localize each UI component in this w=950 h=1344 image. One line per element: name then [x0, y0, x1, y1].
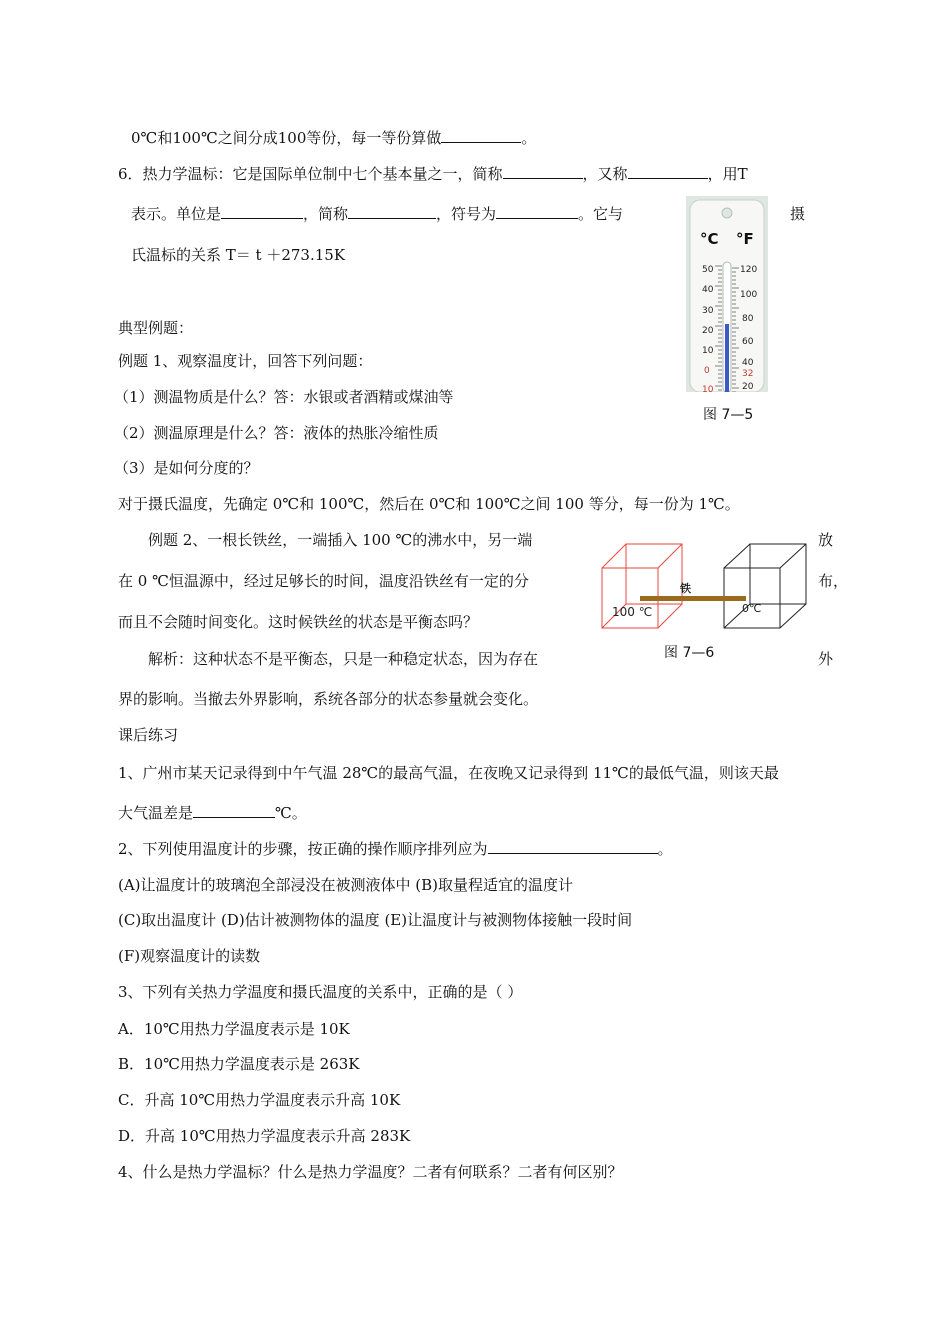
- c-tick-label: 20: [702, 326, 714, 336]
- line-12-right: 布，: [818, 572, 849, 590]
- f-tick-label: 100: [740, 290, 758, 300]
- c-tick-label: 0: [704, 366, 710, 376]
- fill-blank[interactable]: [503, 164, 583, 179]
- line-11: 例题 2、一根长铁丝，一端插入 100 ℃的沸水中，另一端: [148, 531, 533, 549]
- fill-blank[interactable]: [488, 839, 658, 854]
- line-28: 4、什么是热力学温标？什么是热力学温度？二者有何联系？二者有何区别？: [118, 1163, 623, 1181]
- line-17: 1、广州市某天记录得到中午气温 28℃的最高气温，在夜晚又记录得到 11℃的最低气温，则该天最: [118, 764, 779, 782]
- fill-blank[interactable]: [193, 803, 275, 818]
- iron-wire-figure: [600, 540, 816, 632]
- line-10: 对于摄氏温度，先确定 0℃和 100℃，然后在 0℃和 100℃之间 100 等分，每一份为 1℃。: [118, 495, 740, 513]
- fahrenheit-unit: °F: [736, 230, 754, 248]
- hot-temperature-label: 100 ℃: [612, 605, 653, 619]
- line-21: (C)取出温度计 (D)估计被测物体的温度 (E)让温度计与被测物体接触一段时间: [118, 911, 633, 929]
- line-11-right: 放: [818, 531, 834, 549]
- fill-blank[interactable]: [221, 204, 303, 219]
- line-2: 6．热力学温标：它是国际单位制中七个基本量之一，简称 ，又称 ，用T: [118, 165, 748, 183]
- thermometer-figure: [686, 196, 768, 392]
- section-heading-exercises: 课后练习: [118, 726, 179, 744]
- line-9: （3）是如何分度的？: [114, 459, 259, 477]
- f-tick-label: 20: [742, 382, 754, 392]
- c-tick-label: 30: [702, 306, 714, 316]
- fill-blank[interactable]: [628, 164, 708, 179]
- f-tick-label: 32: [742, 369, 754, 379]
- line-3-right: 摄: [790, 205, 806, 223]
- c-tick-label: 40: [702, 285, 714, 295]
- line-20: (A)让温度计的玻璃泡全部浸没在被测液体中 (B)取量程适宜的温度计: [118, 876, 574, 894]
- line-4: 氏温标的关系 T＝ t ＋273.15K: [131, 246, 346, 264]
- f-tick-label: 80: [742, 314, 754, 324]
- section-heading-examples: 典型例题：: [118, 319, 194, 337]
- figure-caption-7-5: 图 7—5: [703, 407, 754, 423]
- hanging-hole: [722, 208, 732, 218]
- option-a: A．10℃用热力学温度表示是 10K: [118, 1020, 350, 1038]
- option-b: B．10℃用热力学温度表示是 263K: [118, 1055, 360, 1073]
- fill-blank[interactable]: [496, 204, 578, 219]
- line-23: 3、下列有关热力学温度和摄氏温度的关系中，正确的是（ ）: [118, 983, 523, 1001]
- line-1: 0℃和100℃之间分成100等份，每一等份算做 。: [131, 129, 537, 147]
- c-tick-label: 10: [702, 385, 714, 392]
- c-tick-label: 10: [702, 346, 714, 356]
- line-22: (F)观察温度计的读数: [118, 947, 261, 965]
- iron-wire: [640, 596, 746, 601]
- line-8: （2）测温原理是什么？答：液体的热胀冷缩性质: [114, 424, 439, 442]
- celsius-unit: °C: [700, 230, 719, 248]
- line-3: 表示。单位是 ，简称 ，符号为 。它与: [131, 205, 624, 223]
- figure-caption-7-6: 图 7—6: [664, 645, 715, 661]
- f-tick-label: 60: [742, 337, 754, 347]
- c-tick-label: 50: [702, 265, 714, 275]
- f-tick-label: 40: [742, 358, 754, 368]
- line-19: 2、下列使用温度计的步骤，按正确的操作顺序排列应为 。: [118, 840, 673, 858]
- line-14: 解析：这种状态不是平衡态，只是一种稳定状态，因为存在: [148, 650, 539, 668]
- cold-source-box: [724, 544, 806, 628]
- fill-blank[interactable]: [441, 128, 521, 143]
- f-tick-label: 120: [740, 265, 758, 275]
- line-18: 大气温差是 ℃。: [118, 804, 307, 822]
- line-12: 在 0 ℃恒温源中，经过足够长的时间，温度沿铁丝有一定的分: [118, 572, 529, 590]
- line-13: 而且不会随时间变化。这时候铁丝的状态是平衡态吗？: [118, 613, 479, 631]
- line-14-right: 外: [818, 650, 834, 668]
- cold-temperature-label: 0℃: [742, 602, 762, 615]
- line-15: 界的影响。当撤去外界影响，系统各部分的状态参量就会变化。: [118, 690, 539, 708]
- fill-blank[interactable]: [348, 204, 436, 219]
- wire-label: 铁: [680, 582, 691, 595]
- line-6: 例题 1、观察温度计，回答下列问题：: [118, 352, 373, 370]
- liquid-column: [725, 324, 729, 392]
- option-c: C．升高 10℃用热力学温度表示升高 10K: [118, 1091, 401, 1109]
- line-7: （1）测温物质是什么？答：水银或者酒精或煤油等: [114, 388, 454, 406]
- option-d: D．升高 10℃用热力学温度表示升高 283K: [118, 1127, 411, 1145]
